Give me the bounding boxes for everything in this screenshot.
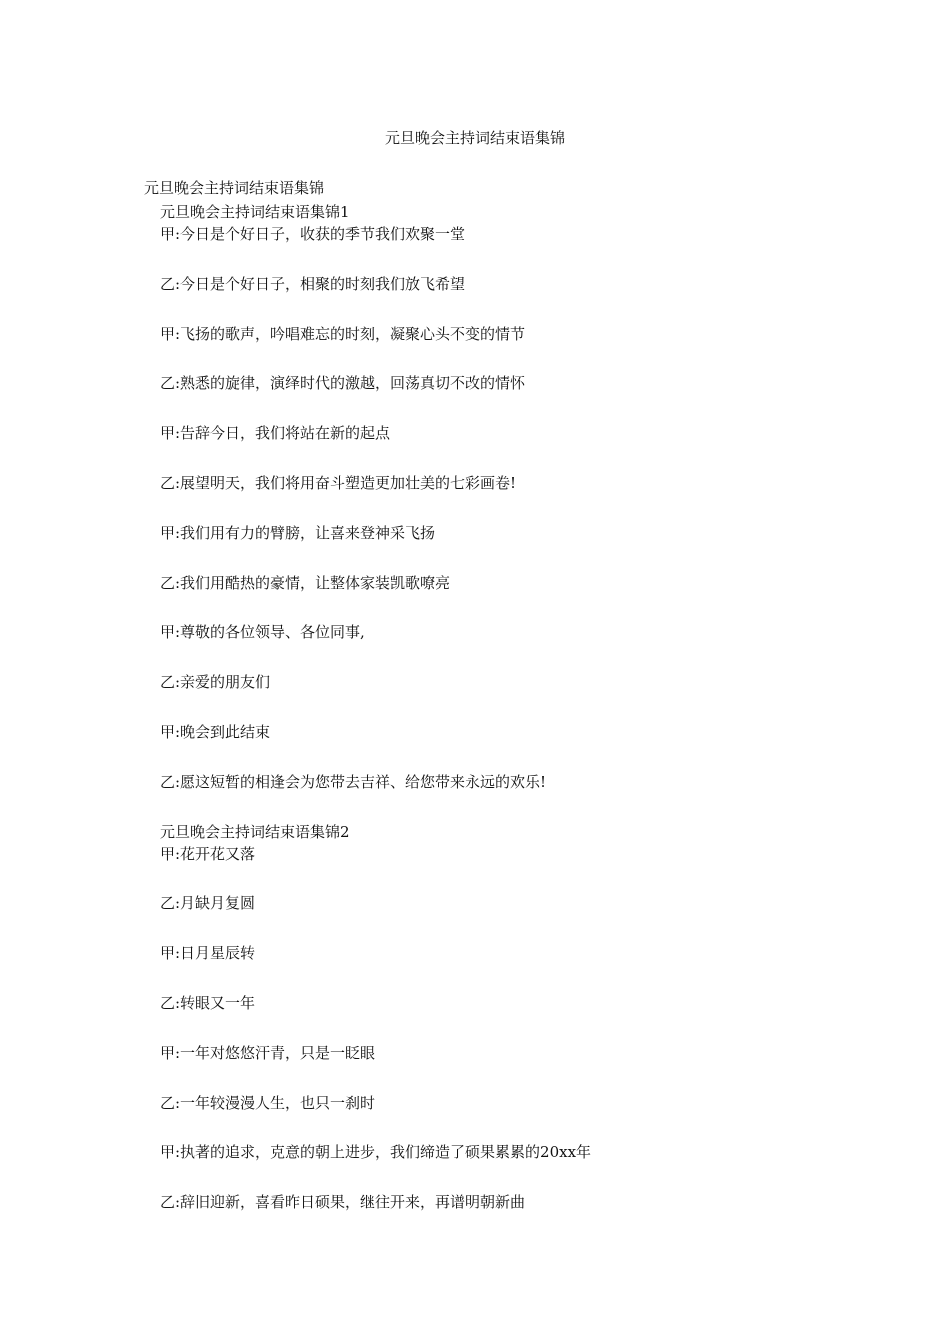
dialogue-line: 甲:告辞今日，我们将站在新的起点 [160, 424, 391, 443]
section-heading: 元旦晚会主持词结束语集锦2 [160, 822, 350, 841]
dialogue-line: 甲:花开花又落 [160, 844, 256, 863]
section-1 [160, 201, 880, 793]
document-title: 元旦晚会主持词结束语集锦 [384, 129, 565, 147]
document-body [160, 201, 880, 1241]
dialogue-line: 甲:我们用有力的臂膀，让喜来登神采飞扬 [160, 523, 436, 542]
dialogue-line: 乙:今日是个好日子，相聚的时刻我们放飞希望 [160, 274, 466, 293]
dialogue-line: 甲:一年对悠悠汗青，只是一眨眼 [160, 1043, 376, 1062]
section-2 [160, 821, 880, 1214]
dialogue-line: 甲:晚会到此结束 [160, 722, 271, 741]
dialogue-line: 乙:辞旧迎新，喜看昨日硕果，继往开来，再谱明朝新曲 [160, 1193, 526, 1212]
dialogue-line: 乙:转眼又一年 [160, 993, 256, 1012]
dialogue-line: 乙:熟悉的旋律，演绎时代的激越，回荡真切不改的情怀 [160, 374, 526, 393]
dialogue-line: 乙:我们用酷热的豪情，让整体家装凯歌嘹亮 [160, 573, 451, 592]
dialogue-line: 甲:飞扬的歌声，吟唱难忘的时刻，凝聚心头不变的情节 [160, 324, 526, 343]
section-heading: 元旦晚会主持词结束语集锦1 [160, 203, 350, 221]
document-subtitle: 元旦晚会主持词结束语集锦 [144, 179, 325, 197]
dialogue-line: 乙:亲爱的朋友们 [160, 673, 271, 692]
dialogue-line: 甲:执著的追求，克意的朝上进步，我们缔造了硕果累累的20xx年 [160, 1143, 592, 1162]
dialogue-line: 乙:愿这短暂的相逢会为您带去吉祥、给您带来永远的欢乐! [160, 772, 547, 791]
dialogue-line: 乙:一年较漫漫人生，也只一刹时 [160, 1093, 376, 1112]
dialogue-line: 甲:日月星辰转 [160, 944, 256, 963]
dialogue-line: 乙:月缺月复圆 [160, 894, 256, 913]
dialogue-line: 甲:尊敬的各位领导、各位同事, [160, 623, 365, 642]
dialogue-line: 甲:今日是个好日子，收获的季节我们欢聚一堂 [160, 225, 466, 243]
dialogue-line: 乙:展望明天，我们将用奋斗塑造更加壮美的七彩画卷! [160, 473, 517, 492]
